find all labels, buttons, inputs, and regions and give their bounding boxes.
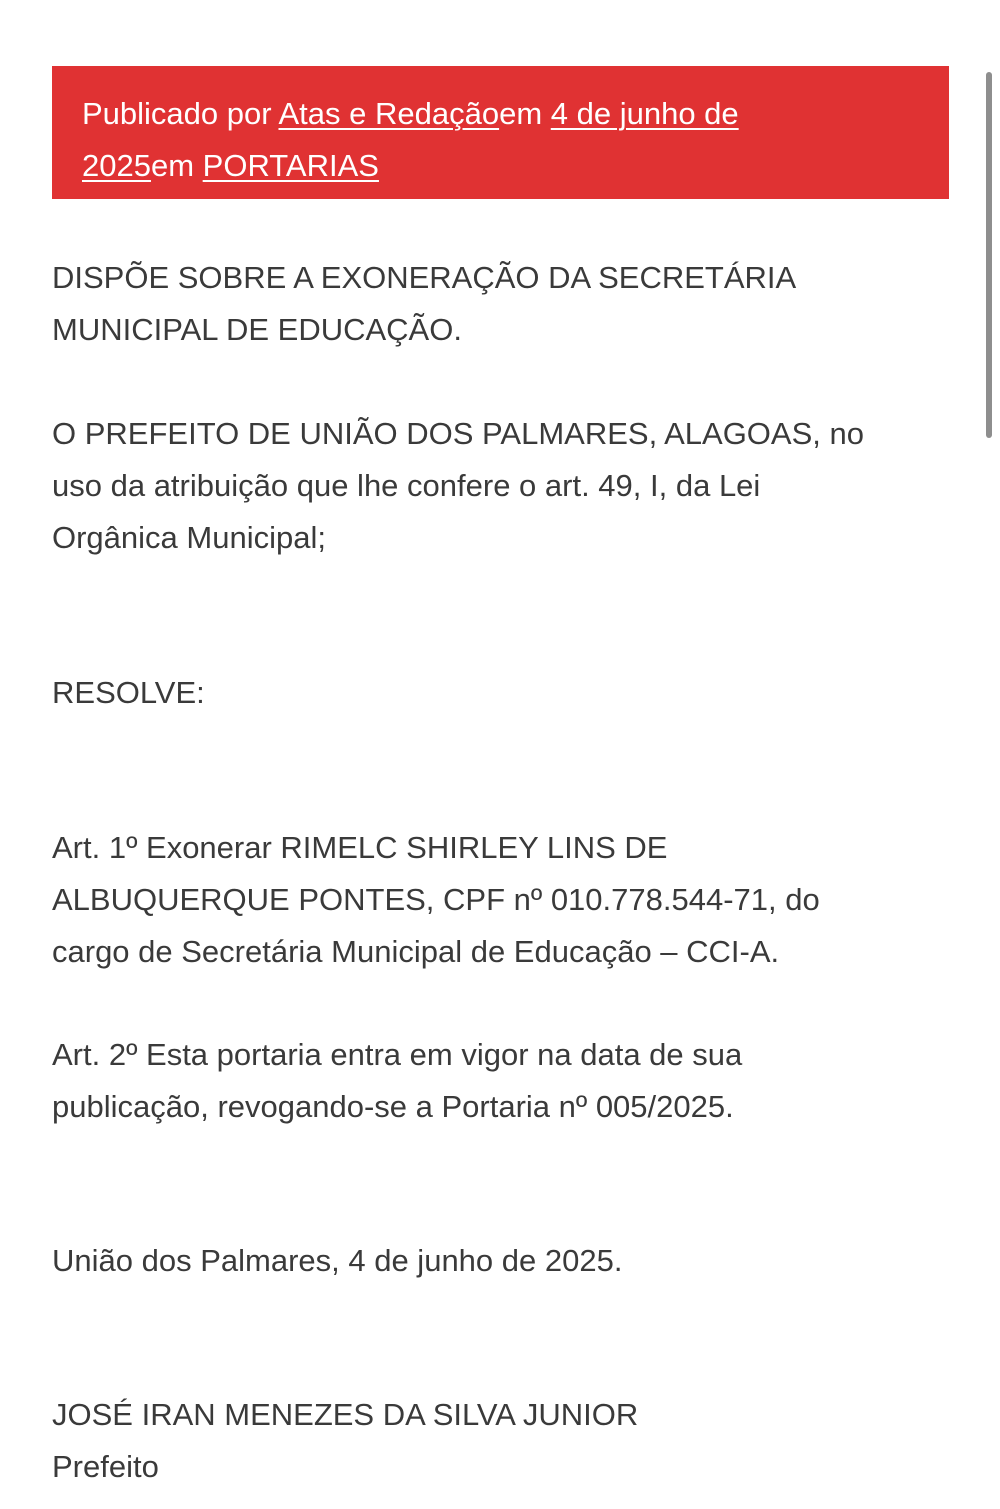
banner-line-1 [82, 88, 919, 140]
signer-title: Prefeito [52, 1449, 159, 1484]
author-link[interactable]: Atas e Redação [278, 96, 500, 131]
category-link[interactable]: PORTARIAS [202, 148, 379, 183]
document-body [52, 252, 932, 1493]
subject-line-1: DISPÕE SOBRE A EXONERAÇÃO DA SECRETÁRIA [52, 260, 797, 295]
resolve-heading: RESOLVE: [52, 675, 205, 710]
preamble-line-3: Orgânica Municipal; [52, 520, 326, 555]
date-link-part2[interactable]: 2025 [82, 148, 151, 183]
art1-line-2: ALBUQUERQUE PONTES, CPF nº 010.778.544-71, do [52, 882, 820, 917]
art1-line-1: Art. 1º Exonerar RIMELC SHIRLEY LINS DE [52, 830, 668, 865]
banner-mid2: em [150, 148, 203, 183]
banner-mid: em [499, 96, 551, 131]
art1-line-3: cargo de Secretária Municipal de Educação – CCI-A. [52, 934, 780, 969]
banner-prefix: Publicado por [82, 96, 279, 131]
preamble-line-2: uso da atribuição que lhe confere o art. 49, I, da Lei [52, 468, 761, 503]
art2-line-2: publicação, revogando-se a Portaria nº 005/2025. [52, 1089, 734, 1124]
banner-line-2 [82, 140, 919, 192]
place-date: União dos Palmares, 4 de junho de 2025. [52, 1243, 623, 1278]
date-link[interactable] [551, 96, 739, 131]
date-link-continued[interactable] [82, 148, 151, 183]
subject-line-2: MUNICIPAL DE EDUCAÇÃO. [52, 312, 462, 347]
preamble-line-1: O PREFEITO DE UNIÃO DOS PALMARES, ALAGOAS, no [52, 416, 864, 451]
scrollbar-thumb[interactable] [986, 72, 992, 438]
art2-line-1: Art. 2º Esta portaria entra em vigor na data de sua [52, 1037, 743, 1072]
signer-name: JOSÉ IRAN MENEZES DA SILVA JUNIOR [52, 1397, 639, 1432]
date-link-part1[interactable]: 4 de junho de [550, 96, 739, 131]
publication-banner [52, 66, 949, 199]
